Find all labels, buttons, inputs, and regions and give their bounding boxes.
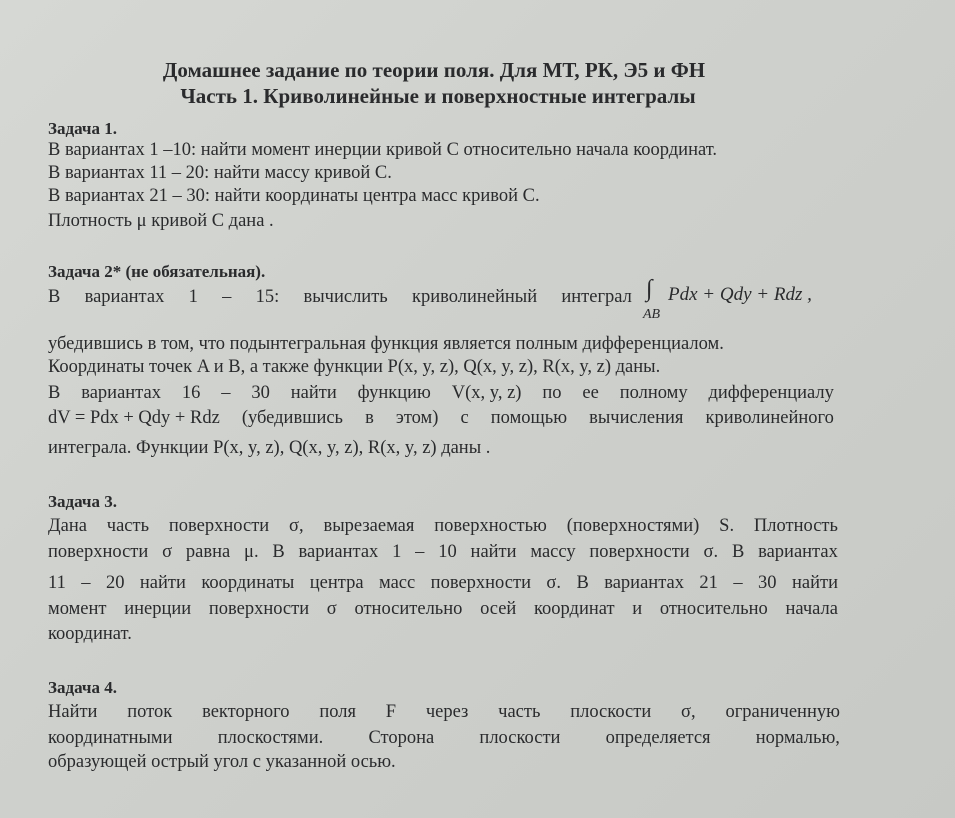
word: относительно: [659, 599, 768, 619]
task2-line4: [48, 381, 834, 405]
task1-line2: В вариантах 11 – 20: найти массу кривой C.: [48, 163, 392, 183]
task2-line1: [48, 285, 632, 309]
word: по: [542, 383, 562, 403]
word: 20: [105, 573, 125, 593]
word: поля: [319, 702, 356, 722]
word: σ: [162, 542, 173, 562]
word: В: [731, 542, 745, 562]
word: поверхности: [168, 516, 270, 536]
word: вырезаемая: [323, 516, 415, 536]
word: σ,: [289, 516, 304, 536]
word: поток: [127, 702, 173, 722]
word: найти: [470, 542, 517, 562]
word: (поверхностями): [566, 516, 700, 536]
integral-expression: Pdx + Qdy + Rdz ,: [668, 284, 812, 305]
task3-line2: [48, 540, 838, 564]
word: Сторона: [368, 728, 435, 748]
word: вариантах: [81, 383, 161, 403]
word: плоскостями.: [217, 728, 324, 748]
word: 15:: [255, 287, 280, 307]
word: полному: [619, 383, 688, 403]
word: σ.: [703, 542, 719, 562]
word: вариантах: [604, 573, 684, 593]
word: поверхностью: [434, 516, 547, 536]
word: вычисления: [589, 408, 684, 428]
task1-line1: В вариантах 1 –10: найти момент инерции кривой C относительно начала координат.: [48, 140, 718, 160]
word: векторного: [202, 702, 290, 722]
word: найти: [139, 573, 186, 593]
task1-heading: Задача 1.: [48, 119, 117, 138]
word: функцию: [357, 383, 431, 403]
word: В: [48, 383, 61, 403]
word: и: [632, 599, 643, 619]
task4-line1: [48, 700, 840, 724]
word: вариантах: [84, 287, 165, 307]
word: масс: [379, 573, 416, 593]
word: координат: [534, 599, 615, 619]
word: 1: [188, 287, 198, 307]
task3-line5: координат.: [48, 624, 132, 644]
word: –: [733, 573, 743, 593]
task2-line5: [48, 406, 834, 430]
word: σ,: [681, 702, 696, 722]
task2-line2: убедившись в том, что подынтегральная функция является полным дифференциалом.: [48, 334, 724, 354]
word: массу: [530, 542, 576, 562]
word: 11: [48, 573, 66, 593]
word: часть: [498, 702, 541, 722]
task2-line3: Координаты точек A и B, а также функции P(x, y, z), Q(x, y, z), R(x, y, z) даны.: [48, 357, 661, 377]
word: криволинейного: [705, 408, 834, 428]
word: часть: [106, 516, 150, 536]
word: 30: [251, 383, 270, 403]
word: равна: [185, 542, 231, 562]
word: 30: [758, 573, 777, 593]
word: интеграл: [561, 287, 632, 307]
task4-line2: [48, 726, 840, 750]
word: через: [425, 702, 469, 722]
word: плоскости: [570, 702, 652, 722]
word: В: [576, 573, 589, 593]
word: момент: [48, 599, 107, 619]
word: Найти: [48, 702, 98, 722]
word: в: [365, 408, 374, 428]
task1-line4: Плотность μ кривой C дана .: [48, 211, 274, 231]
task3-line3: [48, 571, 838, 595]
word: плоскости: [479, 728, 561, 748]
task1-line3: В вариантах 21 – 30: найти координаты центра масс кривой C.: [48, 186, 540, 206]
word: (убедившись: [241, 408, 343, 428]
word: относительно: [354, 599, 463, 619]
word: нормалью,: [755, 728, 840, 748]
word: 10: [438, 542, 457, 562]
document-subtitle: Часть 1. Криволинейные и поверхностные интегралы: [180, 84, 696, 108]
word: –: [221, 383, 231, 403]
word: F: [385, 702, 397, 722]
word: В: [272, 542, 285, 562]
word: с: [460, 408, 469, 428]
word: –: [222, 287, 232, 307]
task3-heading: Задача 3.: [48, 492, 117, 511]
word: координатными: [48, 728, 173, 748]
word: Плотность: [753, 516, 838, 536]
word: дифференциалу: [708, 383, 834, 403]
word: В: [48, 287, 61, 307]
word: осей: [480, 599, 517, 619]
word: S.: [719, 516, 735, 536]
word: инерции: [124, 599, 192, 619]
word: 21: [699, 573, 718, 593]
word: вариантах: [298, 542, 379, 562]
word: координаты: [201, 573, 295, 593]
word: этом): [395, 408, 439, 428]
word: криволинейный: [411, 287, 538, 307]
word: 16: [181, 383, 201, 403]
word: определяется: [605, 728, 711, 748]
document-title: Домашнее задание по теории поля. Для МТ, РК, Э5 и ФН: [162, 58, 706, 82]
word: σ: [326, 599, 337, 619]
word: –: [81, 573, 91, 593]
task2-line6: интеграла. Функции P(x, y, z), Q(x, y, z), R(x, y, z) даны .: [48, 438, 491, 458]
word: вариантах: [758, 542, 838, 562]
task2-heading: Задача 2* (не обязательная).: [48, 262, 266, 281]
word: вычислить: [303, 287, 388, 307]
integral-subscript: AB: [643, 307, 661, 322]
word: начала: [785, 599, 838, 619]
word: Дана: [48, 516, 87, 536]
word: 1: [392, 542, 402, 562]
word: –: [415, 542, 425, 562]
word: поверхности: [208, 599, 310, 619]
word: помощью: [490, 408, 568, 428]
task4-line3: образующей острый угол с указанной осью.: [48, 752, 396, 772]
word: V(x, y, z): [451, 383, 522, 403]
word: найти: [290, 383, 337, 403]
word: найти: [791, 573, 838, 593]
task3-line4: [48, 597, 838, 621]
word: поверхности: [589, 542, 690, 562]
word: поверхности: [430, 573, 531, 593]
word: поверхности: [48, 542, 149, 562]
word: dV = Pdx + Qdy + Rdz: [48, 408, 220, 428]
word: ее: [582, 383, 599, 403]
word: σ.: [546, 573, 562, 593]
word: центра: [309, 573, 364, 593]
word: ограниченную: [725, 702, 840, 722]
word: μ.: [244, 542, 259, 562]
integral-sign: ∫: [646, 276, 653, 302]
task3-line1: [48, 514, 838, 538]
task4-heading: Задача 4.: [48, 678, 117, 697]
